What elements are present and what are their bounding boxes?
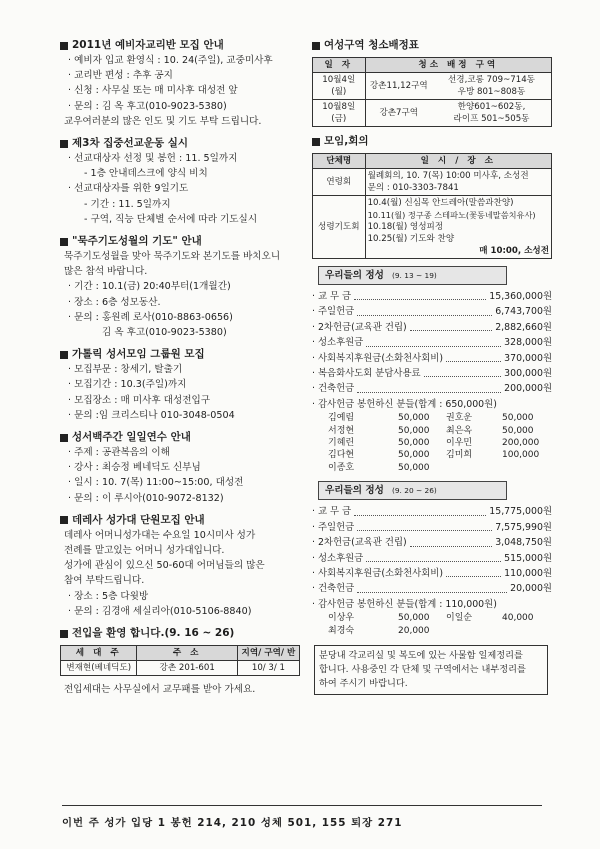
meetings-table bbox=[312, 153, 552, 259]
text-line: · 문의 :임 크리스티나 010-3048-0504 bbox=[68, 409, 235, 421]
section-rosary bbox=[60, 234, 300, 340]
table-header: 단체명 bbox=[313, 154, 366, 169]
section-title: 성서백주간 일일연수 안내 bbox=[72, 431, 191, 444]
bullet-square-icon bbox=[60, 351, 68, 359]
section-title: 가톨릭 성서모임 그룹원 모집 bbox=[72, 348, 205, 361]
table-row bbox=[313, 196, 552, 259]
table-cell: 우방 801~808동 bbox=[457, 87, 526, 97]
donor-cell: 50,000 bbox=[398, 613, 430, 624]
section-title: 모임,회의 bbox=[324, 135, 369, 147]
offerings-header: 우리들의 정성 (9. 13 ~ 19) bbox=[318, 266, 507, 285]
text-line: · 강사 : 최승정 베네딕도 신부님 bbox=[68, 462, 201, 474]
text-line: · 모집부문 : 창세기, 탈출기 bbox=[68, 364, 183, 376]
text-line: · 장소 : 5층 다윗방 bbox=[68, 590, 149, 602]
table-header: 일 자 bbox=[313, 58, 366, 73]
offerings-header: 우리들의 정성 (9. 20 ~ 26) bbox=[318, 481, 507, 500]
table-cell: 강촌11,12구역 bbox=[365, 73, 432, 100]
text-line: 성가에 관심이 있으신 50-60대 어머님들의 많은 bbox=[64, 560, 265, 572]
left-column bbox=[60, 38, 300, 704]
section-title: 2011년 예비자교리반 모집 안내 bbox=[72, 39, 224, 51]
notice-line: 하여 주시기 바랍니다. bbox=[319, 677, 408, 689]
text-line: 묵주기도성월을 맞아 묵주기도와 본기도를 바치오니 bbox=[64, 251, 281, 263]
cleaning-table bbox=[312, 57, 552, 127]
text-line: - 기간 : 11. 5일까지 bbox=[84, 198, 171, 210]
section-title: "묵주기도성월의 기도" 안내 bbox=[72, 235, 202, 248]
table-row bbox=[313, 73, 552, 100]
donor-cell: 20,000 bbox=[398, 625, 430, 636]
donor-cell: 기혜린 bbox=[328, 438, 355, 449]
donor-cell: 200,000 bbox=[502, 438, 540, 449]
table-cell: 10/ 3/ 1 bbox=[237, 661, 299, 676]
text-line: · 모집장소 : 매 미사후 대성전입구 bbox=[68, 394, 211, 406]
donor-cell: 이상우 bbox=[328, 613, 355, 624]
table-header: 일 시 / 장 소 bbox=[365, 154, 551, 169]
table-cell: 강촌 201-601 bbox=[137, 661, 237, 676]
table-cell: 성령기도회 bbox=[313, 196, 366, 259]
text-line: · 문의 : 김경애 세실리아(010-5106-8840) bbox=[68, 605, 252, 617]
section-title: 제3차 집중선교운동 실시 bbox=[72, 137, 189, 150]
donor-cell: 50,000 bbox=[398, 438, 430, 449]
section-title: 데레사 성가대 단원모집 안내 bbox=[72, 513, 205, 526]
text-line: · 모집기간 : 10.3(주일)까지 bbox=[68, 379, 187, 391]
table-cell: 선경,코롱 709~714동 bbox=[448, 75, 535, 85]
donor-cell: 권호운 bbox=[446, 413, 473, 424]
text-line: - 구역, 직능 단체별 순서에 따라 기도실시 bbox=[84, 213, 258, 225]
offering-line: · 사회복지후원금(소화천사회비) 370,000원 bbox=[312, 352, 552, 364]
donor-cell: 김예림 bbox=[328, 413, 355, 424]
bullet-square-icon bbox=[60, 434, 68, 442]
offering-line: · 성소후원금 328,000원 bbox=[312, 337, 552, 349]
offering-line: · 복음화사도회 분담사용료 300,000원 bbox=[312, 368, 552, 380]
text-line: · 예비자 입교 환영식 : 10. 24(주일), 교중미사후 bbox=[68, 55, 273, 66]
section-offerings-2 bbox=[312, 481, 552, 637]
offering-line: · 2차헌금(교육관 건립) 2,882,660원 bbox=[312, 321, 552, 333]
table-header: 주 소 bbox=[137, 646, 237, 661]
bullet-square-icon bbox=[60, 516, 68, 524]
donor-cell: 40,000 bbox=[502, 613, 534, 624]
offering-line: · 성소후원금 515,000원 bbox=[312, 552, 552, 564]
section-bible-week bbox=[60, 430, 300, 506]
table-row bbox=[313, 100, 552, 127]
notice-line: 분당내 각교리실 및 복도에 있는 사물함 일제정리를 bbox=[319, 649, 523, 661]
text-line: 참여 부탁드립니다. bbox=[64, 575, 145, 587]
bullet-square-icon bbox=[60, 630, 68, 638]
hymn-footer: 이번 주 성가 입당 1 봉헌 214, 210 성체 501, 155 퇴장 271 bbox=[62, 805, 542, 829]
text-line: · 신청 : 사무실 또는 매 미사후 대성전 앞 bbox=[68, 85, 238, 97]
table-cell: 10.18(월) 영성피정 bbox=[367, 222, 444, 232]
donor-cell: 50,000 bbox=[398, 425, 430, 436]
section-offerings-1 bbox=[312, 266, 552, 474]
donor-cell: 50,000 bbox=[398, 462, 430, 473]
text-line: · 문의 : 이 루시아(010-9072-8132) bbox=[68, 492, 224, 504]
offering-line: · 건축헌금 200,000원 bbox=[312, 383, 552, 395]
table-cell: 한양601~602동, bbox=[457, 102, 526, 112]
text-line: 교우여러분의 많은 인도 및 기도 부탁 드립니다. bbox=[64, 115, 262, 127]
table-row bbox=[61, 661, 300, 676]
table-cell: 연령회 bbox=[313, 169, 366, 196]
text-line: · 주제 : 공관복음의 이해 bbox=[68, 447, 170, 459]
section-meetings bbox=[312, 134, 552, 259]
donor-cell bbox=[446, 462, 502, 474]
bullet-square-icon bbox=[312, 138, 320, 146]
donor-cell: 50,000 bbox=[502, 413, 534, 424]
donor-cell: 50,000 bbox=[398, 450, 430, 461]
section-catechumen bbox=[60, 38, 300, 129]
offering-line: · 건축헌금 20,000원 bbox=[312, 583, 552, 595]
section-choir bbox=[60, 513, 300, 619]
donor-cell: 이일순 bbox=[446, 613, 473, 624]
donor-cell: 이종호 bbox=[328, 462, 355, 473]
donor-cell: 이우민 bbox=[446, 438, 473, 449]
offering-line: · 2차헌금(교육관 건립) 3,048,750원 bbox=[312, 537, 552, 549]
offering-line: · 사회복지후원금(소화천사회비) 110,000원 bbox=[312, 567, 552, 579]
table-header: 청소 배정 구역 bbox=[365, 58, 551, 73]
bullet-square-icon bbox=[60, 42, 68, 50]
offering-line: · 주일헌금 6,743,700원 bbox=[312, 306, 552, 318]
bullet-square-icon bbox=[60, 238, 68, 246]
donor-cell bbox=[446, 625, 502, 637]
donor-cell: 50,000 bbox=[502, 425, 534, 436]
donor-cell: 최은옥 bbox=[446, 425, 473, 436]
donor-cell: 김미희 bbox=[446, 450, 473, 461]
text-line: · 장소 : 6층 성모동산. bbox=[68, 296, 161, 308]
table-cell: 매 10:00, 소성전 bbox=[479, 246, 549, 256]
text-line: 전례를 맡고있는 어머니 성가대입니다. bbox=[64, 545, 225, 557]
notice-line: 합니다. 사용중인 각 단체 및 구역에서는 내부정리를 bbox=[319, 663, 526, 675]
text-line: · 일시 : 10. 7(목) 11:00~15:00, 대성전 bbox=[68, 477, 244, 489]
table-cell: 10.11(월) 정구종 스테파노(꽃동네말씀치유사) bbox=[367, 210, 536, 220]
table-header: 지역/ 구역/ 반 bbox=[237, 646, 299, 661]
donor-cell: 서정현 bbox=[328, 425, 355, 436]
donor-grid bbox=[312, 412, 552, 474]
thanks-line: · 감사헌금 봉헌하신 분들(합계 : 110,000원) bbox=[312, 598, 497, 610]
section-cleaning bbox=[312, 38, 552, 127]
section-mission bbox=[60, 136, 300, 227]
table-header: 세 대 주 bbox=[61, 646, 137, 661]
bullet-square-icon bbox=[312, 42, 320, 50]
donor-cell: 최경숙 bbox=[328, 625, 355, 636]
section-newcomers bbox=[60, 626, 300, 697]
donor-cell: 50,000 bbox=[398, 413, 430, 424]
section-bible-group bbox=[60, 347, 300, 423]
text-line: 김 옥 후고(010-9023-5380) bbox=[102, 327, 227, 339]
text-line: · 문의 : 홍원례 로사(010-8863-0656) bbox=[68, 311, 233, 323]
offering-line: · 교 무 금 15,775,000원 bbox=[312, 506, 552, 518]
donor-cell bbox=[502, 462, 550, 474]
table-cell: 10.25(월) 기도와 찬양 bbox=[367, 234, 455, 244]
text-line: 데레사 어머니성가대는 수요일 10시미사 성가 bbox=[64, 529, 256, 541]
newcomers-table bbox=[60, 645, 300, 676]
table-cell: 월례회의, 10. 7(목) 10:00 미사후, 소성전 bbox=[367, 171, 529, 181]
donor-cell bbox=[502, 625, 550, 637]
right-column bbox=[312, 38, 552, 695]
table-cell: 10월4일(월) bbox=[313, 73, 366, 100]
text-line: · 선교대상자 선정 및 봉헌 : 11. 5일까지 bbox=[68, 153, 238, 165]
table-cell: 문의 : 010-3303-7841 bbox=[367, 183, 459, 193]
text-line: · 교리반 편성 : 추후 공지 bbox=[68, 70, 173, 82]
locker-notice bbox=[314, 645, 548, 695]
text-line: - 1층 안내데스크에 양식 비치 bbox=[84, 168, 208, 180]
bullet-square-icon bbox=[60, 140, 68, 148]
offering-line: · 교 무 금 15,360,000원 bbox=[312, 291, 552, 302]
table-cell: 10.4(월) 신심목 안드레아(말씀과찬양) bbox=[367, 198, 514, 208]
donor-grid bbox=[312, 612, 552, 637]
thanks-line: · 감사헌금 봉헌하신 분들(합계 : 650,000원) bbox=[312, 398, 497, 410]
table-row bbox=[313, 169, 552, 196]
offering-line: · 주일헌금 7,575,990원 bbox=[312, 521, 552, 533]
donor-cell: 100,000 bbox=[502, 450, 540, 461]
text-line: 많은 참석 바랍니다. bbox=[64, 266, 148, 278]
text-line: · 기간 : 10.1(금) 20:40부터(1개월간) bbox=[68, 281, 231, 293]
text-line: · 선교대상자를 위한 9일기도 bbox=[68, 183, 189, 195]
table-cell: 변재현(베네딕도) bbox=[61, 661, 137, 676]
table-cell: 강촌7구역 bbox=[365, 100, 432, 127]
table-cell: 10월8일(금) bbox=[313, 100, 366, 127]
section-title: 전입을 환영 합니다.(9. 16 ~ 26) bbox=[72, 627, 235, 640]
text-line: 전입세대는 사무실에서 교무패를 받아 가세요. bbox=[64, 684, 256, 696]
table-cell: 라이프 501~505동 bbox=[453, 114, 530, 124]
text-line: · 문의 : 김 옥 후고(010-9023-5380) bbox=[68, 100, 227, 112]
section-title: 여성구역 청소배정표 bbox=[324, 39, 419, 51]
donor-cell: 김다현 bbox=[328, 450, 355, 461]
